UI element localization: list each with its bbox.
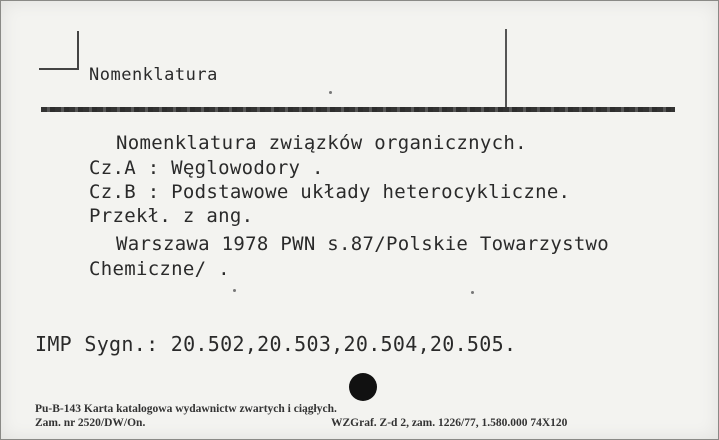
- punch-hole: [349, 373, 377, 401]
- header-field-label: Nomenklatura: [89, 65, 218, 85]
- entry-line-imprint: Warszawa 1978 PWN s.87/Polskie Towarzystwo: [116, 233, 610, 255]
- call-number: IMP Sygn.: 20.502,20.503,20.504,20.505.: [35, 332, 517, 356]
- corner-mark-vertical: [77, 31, 79, 69]
- header-divider: [505, 29, 507, 107]
- entry-line-part-b: Cz.B : Podstawowe układy heterocykliczne.: [89, 181, 571, 203]
- entry-line-title: Nomenklatura związków organicznych.: [116, 132, 527, 154]
- paper-speck: [329, 91, 332, 94]
- entry-line-translation: Przekł. z ang.: [89, 205, 254, 227]
- footer-form-line: Pu-B-143 Karta katalogowa wydawnictw zwartych i ciągłych.: [35, 403, 337, 415]
- footer-order-number: Zam. nr 2520/DW/On.: [35, 417, 146, 429]
- footer-printer: WZGraf. Z-d 2, zam. 1226/77, 1.580.000 74X120: [331, 417, 568, 429]
- paper-speck: [233, 289, 236, 292]
- header-rule: [41, 107, 675, 112]
- entry-line-part-a: Cz.A : Węglowodory .: [89, 157, 324, 179]
- corner-mark-horizontal: [39, 68, 79, 70]
- paper-speck: [471, 291, 474, 294]
- entry-line-imprint-cont: Chemiczne/ .: [89, 258, 230, 280]
